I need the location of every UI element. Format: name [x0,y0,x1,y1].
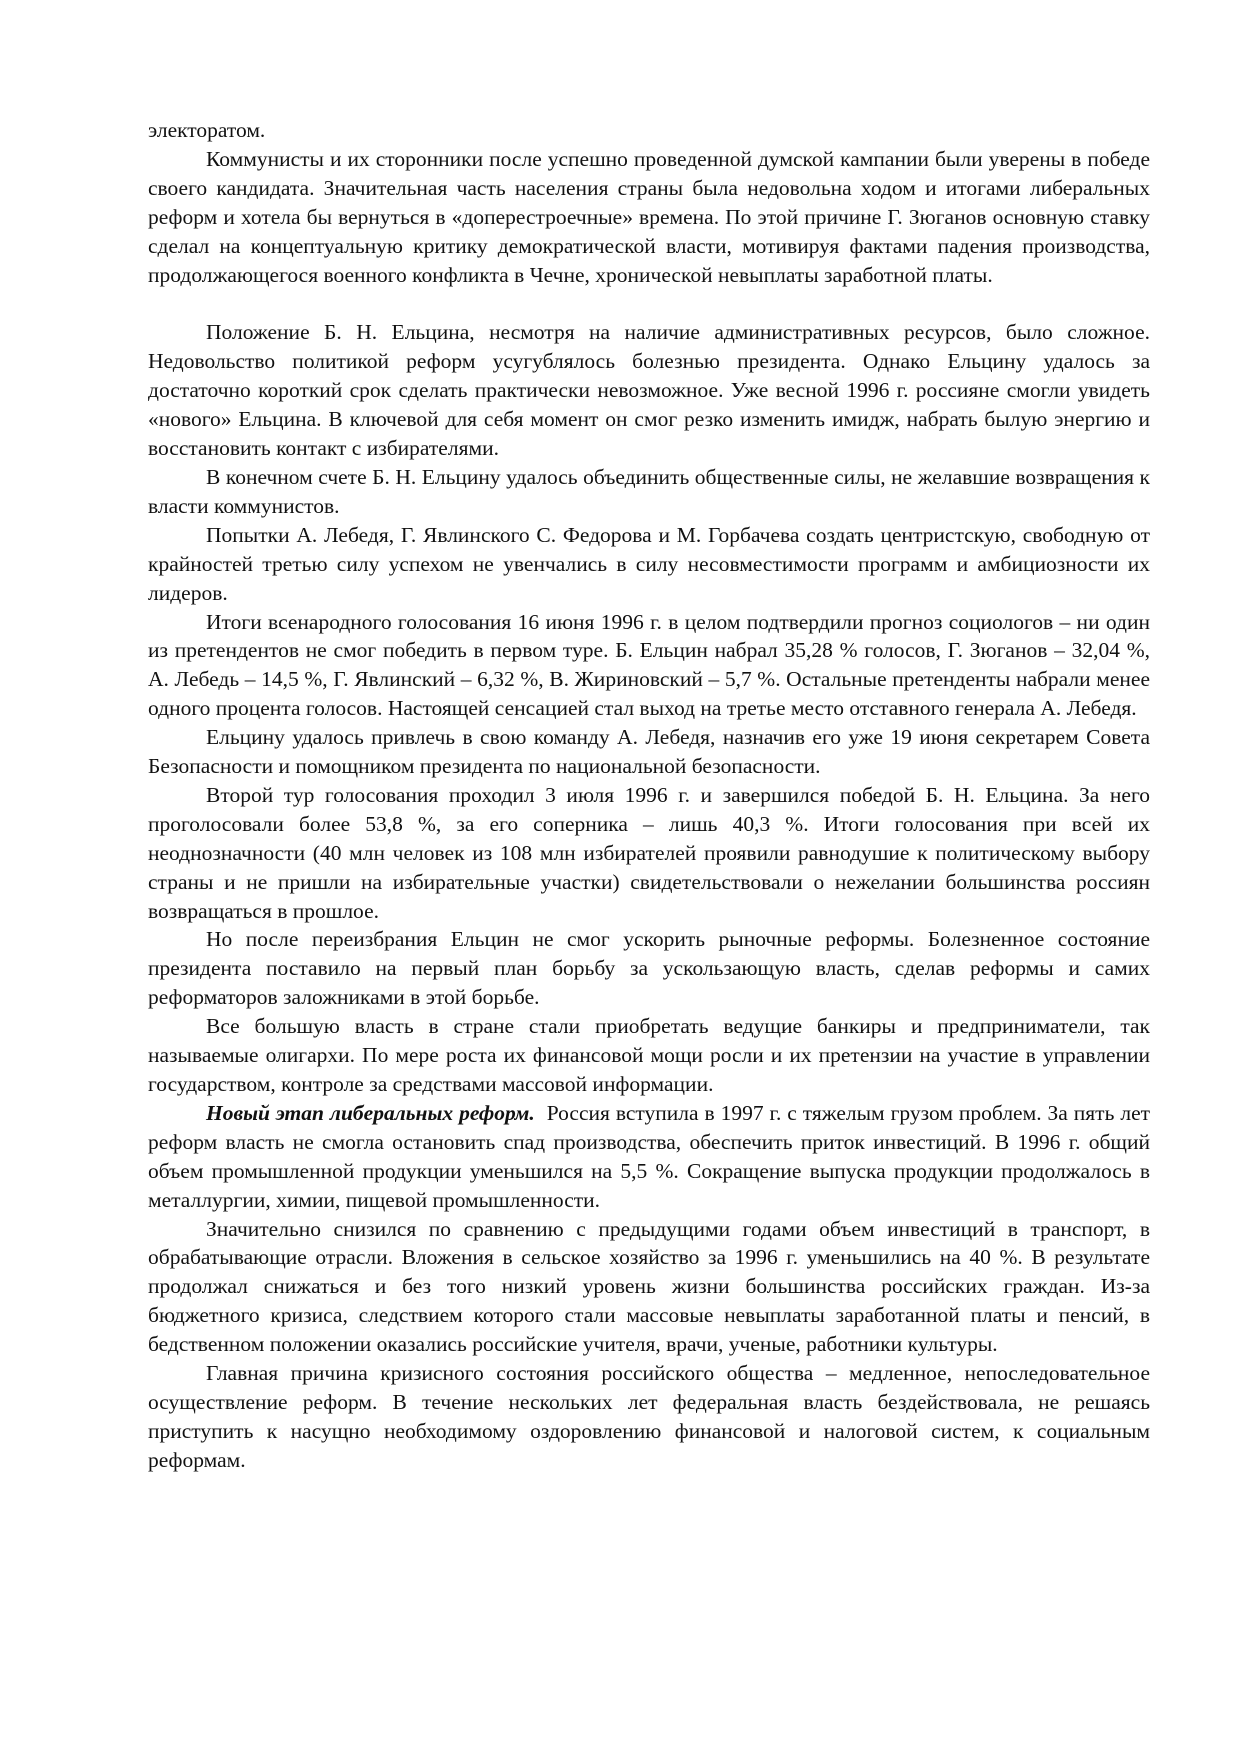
paragraph: Коммунисты и их сторонники после успешно проведенной думской кампании были уверены в победе своего кандидата. Значительная часть населения страны была недовольна ходом и итогами либеральных реформ и хотела бы вернуться в «доперестроечные» времена. По этой причине Г. Зюганов основную ставку сделал на концептуальную критику демократической власти, мотивируя фактами падения производства, продолжающегося военного конфликта в Чечне, хронической невыплаты заработной платы. [148,146,1150,287]
paragraph: В конечном счете Б. Н. Ельцину удалось объединить общественные силы, не желавшие возвращения к власти коммунистов. [148,464,1150,518]
section-heading: Новый этап либеральных реформ. [206,1100,535,1125]
section-first-text: Россия вступила в 1997 г. с тяжелым грузом проблем. За пять лет реформ власть не смогла остановить спад производства, обеспечить приток инвестиций. В 1996 г. общий объем промышленной продукции уменьшился на 5,5 %. Сокращение выпуска продукции продолжалось в металлургии, химии, пищевой промышленности. [148,1100,1151,1212]
paragraph-gap [148,289,1150,318]
section-paragraph [148,1099,1150,1215]
paragraph: Все большую власть в стране стали приобретать ведущие банкиры и предприниматели, так называемые олигархи. По мере роста их финансовой мощи росли и их претензии на участие в управлении государством, контроле за средствами массовой информации. [148,1014,1150,1096]
paragraph: электоратом. [148,118,266,142]
paragraph: Попытки А. Лебедя, Г. Явлинского С. Федорова и М. Горбачева создать центристскую, свободную от крайностей третью силу успехом не увенчались в силу несовместимости программ и амбициозности их лидеров. [148,522,1150,605]
paragraph: Положение Б. Н. Ельцина, несмотря на наличие административных ресурсов, было сложное. Недовольство политикой реформ усугублялось болезнью президента. Однако Ельцину удалось за достаточно короткий срок сделать практически невозможное. Уже весной 1996 г. россияне смогли увидеть «нового» Ельцина. В ключевой для себя момент он смог резко изменить имидж, набрать былую энергию и восстановить контакт с избирателями. [148,320,1150,461]
paragraph: Значительно снизился по сравнению с предыдущими годами объем инвестиций в транспорт, в обрабатывающие отрасли. Вложения в сельское хозяйство за 1996 г. уменьшились на 40 %. В результате продолжал снижаться и без того низкий уровень жизни большинства российских граждан. Из-за бюджетного кризиса, следствием которого стали массовые невыплаты заработанной платы и пенсий, в бедственном положении оказались российские учителя, врачи, ученые, работники культуры. [148,1216,1150,1357]
paragraph: Ельцину удалось привлечь в свою команду А. Лебедя, назначив его уже 19 июня секретарем Совета Безопасности и помощником президента по национальной безопасности. [148,725,1150,779]
paragraph: Главная причина кризисного состояния российского общества – медленное, непоследовательное осуществление реформ. В течение нескольких лет федеральная власть бездействовала, не решаясь приступить к насущно необходимому оздоровлению финансовой и налоговой систем, к социальным реформам. [148,1361,1150,1472]
paragraph: Второй тур голосования проходил 3 июля 1996 г. и завершился победой Б. Н. Ельцина. За него проголосовали более 53,8 %, за его соперника – лишь 40,3 %. Итоги голосования при всей их неоднозначности (40 млн человек из 108 млн избирателей проявили равнодушие к политическому выбору страны и не пришли на избирательные участки) свидетельствовали о нежелании большинства россиян возвращаться в прошлое. [148,782,1150,923]
paragraph: Итоги всенародного голосования 16 июня 1996 г. в целом подтвердили прогноз социологов – ни один из претендентов не смог победить в первом туре. Б. Ельцин набрал 35,28 % голосов, Г. Зюганов – 32,04 %, А. Лебедь – 14,5 %, Г. Явлинский – 6,32 %, В. Жириновский – 5,7 %. Остальные претенденты набрали менее одного процента голосов. Настоящей сенсацией стал выход на третье место отставного генерала А. Лебедя. [148,609,1150,721]
document-page [148,116,1150,1475]
paragraph: Но после переизбрания Ельцин не смог ускорить рыночные реформы. Болезненное состояние президента поставило на первый план борьбу за ускользающую власть, сделав реформы и самих реформаторов заложниками в этой борьбе. [148,927,1150,1010]
